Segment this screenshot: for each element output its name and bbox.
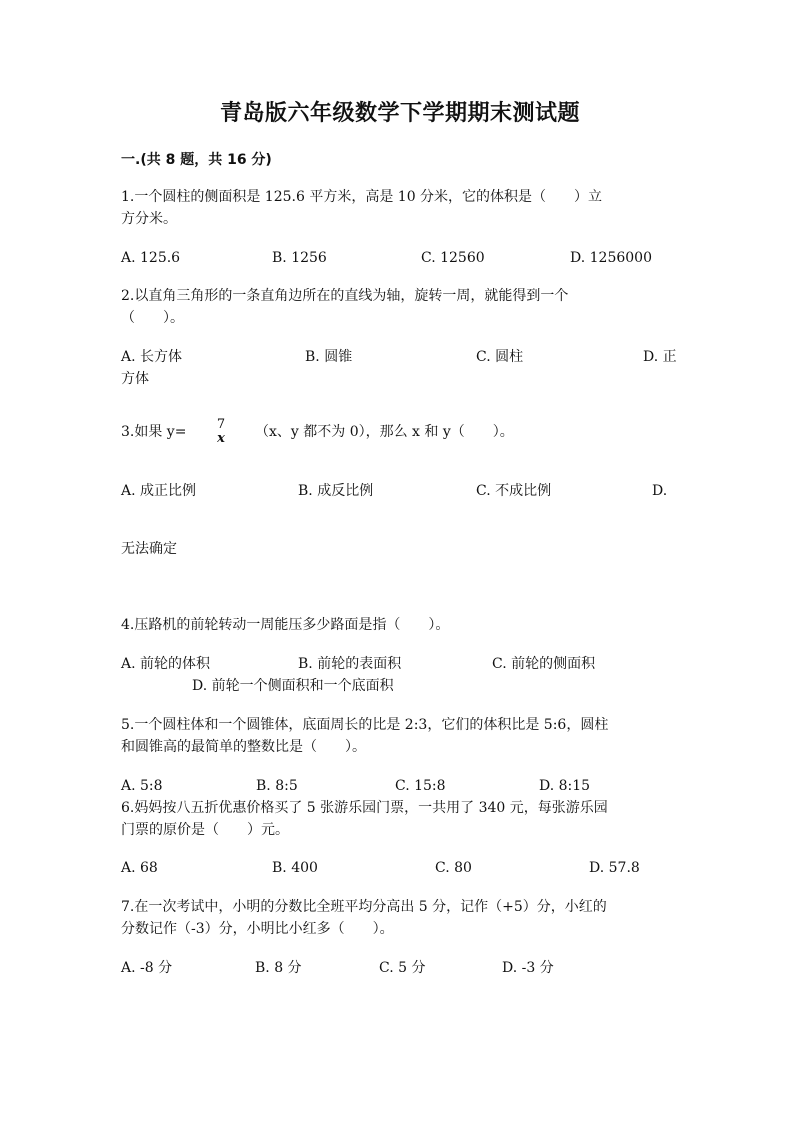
page-title: 青岛版六年级数学下学期期末测试题 — [219, 101, 580, 126]
question-7-option-c[interactable]: C. 5 分 — [379, 960, 426, 976]
question-4-option-b[interactable]: B. 前轮的表面积 — [298, 656, 402, 672]
question-3-option-c[interactable]: C. 不成比例 — [476, 483, 552, 499]
question-2 — [121, 285, 681, 329]
question-5-line-2: 和圆锥高的最简单的整数比是（ ）。 — [121, 739, 366, 755]
question-1-option-c[interactable]: C. 12560 — [421, 250, 485, 266]
question-4-option-d[interactable]: D. 前轮一个侧面积和一个底面积 — [192, 678, 394, 694]
question-3-suffix: （x、y 都不为 0），那么 x 和 y（ ）。 — [255, 424, 514, 440]
question-5-line-1: 5.一个圆柱体和一个圆锥体，底面周长的比是 2:3，它们的体积比是 5:6，圆柱 — [121, 717, 609, 733]
question-7-option-a[interactable]: A. -8 分 — [121, 960, 173, 976]
question-6 — [121, 797, 681, 841]
question-1 — [121, 186, 681, 230]
question-4 — [121, 614, 681, 636]
question-2-option-d[interactable]: D. 正 — [643, 349, 677, 365]
question-2-line-2: （ ）。 — [121, 310, 184, 326]
question-5-option-c[interactable]: C. 15:8 — [395, 778, 446, 794]
question-7-option-b[interactable]: B. 8 分 — [255, 960, 302, 976]
question-5-option-d[interactable]: D. 8:15 — [539, 778, 591, 794]
question-1-line-1: 1.一个圆柱的侧面积是 125.6 平方米，高是 10 分米，它的体积是（ ）立 — [121, 189, 603, 205]
question-5-option-b[interactable]: B. 8:5 — [256, 778, 298, 794]
question-7 — [121, 896, 681, 940]
question-6-line-2: 门票的原价是（ ）元。 — [121, 822, 289, 838]
question-7-option-d[interactable]: D. -3 分 — [502, 960, 554, 976]
question-1-option-b[interactable]: B. 1256 — [272, 250, 327, 266]
question-6-option-a[interactable]: A. 68 — [121, 860, 158, 876]
question-2-line-1: 2.以直角三角形的一条直角边所在的直线为轴，旋转一周，就能得到一个 — [121, 288, 569, 304]
question-2-option-b[interactable]: B. 圆锥 — [305, 349, 353, 365]
question-4-option-c[interactable]: C. 前轮的侧面积 — [492, 656, 596, 672]
question-1-option-d[interactable]: D. 1256000 — [570, 250, 652, 266]
fraction-denominator: x — [217, 431, 225, 446]
question-1-line-2: 方分米。 — [121, 211, 177, 227]
question-4-line-1: 4.压路机的前轮转动一周能压多少路面是指（ ）。 — [121, 617, 450, 633]
question-3-option-a[interactable]: A. 成正比例 — [121, 483, 197, 499]
question-2-option-d-wrap: 方体 — [121, 371, 149, 387]
question-3-option-b[interactable]: B. 成反比例 — [298, 483, 374, 499]
question-5 — [121, 714, 681, 758]
question-5-option-a[interactable]: A. 5:8 — [121, 778, 163, 794]
question-2-option-c[interactable]: C. 圆柱 — [476, 349, 524, 365]
fraction-numerator: 7 — [216, 417, 226, 432]
question-7-line-2: 分数记作（-3）分，小明比小红多（ ）。 — [121, 921, 394, 937]
section-heading: 一.(共 8 题，共 16 分) — [121, 152, 272, 168]
question-3-option-d-wrap: 无法确定 — [121, 541, 177, 557]
question-6-line-1: 6.妈妈按八五折优惠价格买了 5 张游乐园门票，一共用了 340 元，每张游乐园 — [121, 800, 608, 816]
question-3-option-d[interactable]: D. — [652, 483, 668, 499]
fraction-seven-over-x — [212, 418, 230, 446]
question-3-prefix: 3.如果 y= — [121, 424, 187, 440]
question-7-line-1: 7.在一次考试中，小明的分数比全班平均分高出 5 分，记作（+5）分，小红的 — [121, 899, 607, 915]
question-4-option-a[interactable]: A. 前轮的体积 — [121, 656, 211, 672]
question-1-option-a[interactable]: A. 125.6 — [121, 250, 181, 266]
question-6-option-c[interactable]: C. 80 — [435, 860, 472, 876]
question-6-option-b[interactable]: B. 400 — [272, 860, 318, 876]
question-2-option-a[interactable]: A. 长方体 — [121, 349, 183, 365]
question-6-option-d[interactable]: D. 57.8 — [589, 860, 640, 876]
